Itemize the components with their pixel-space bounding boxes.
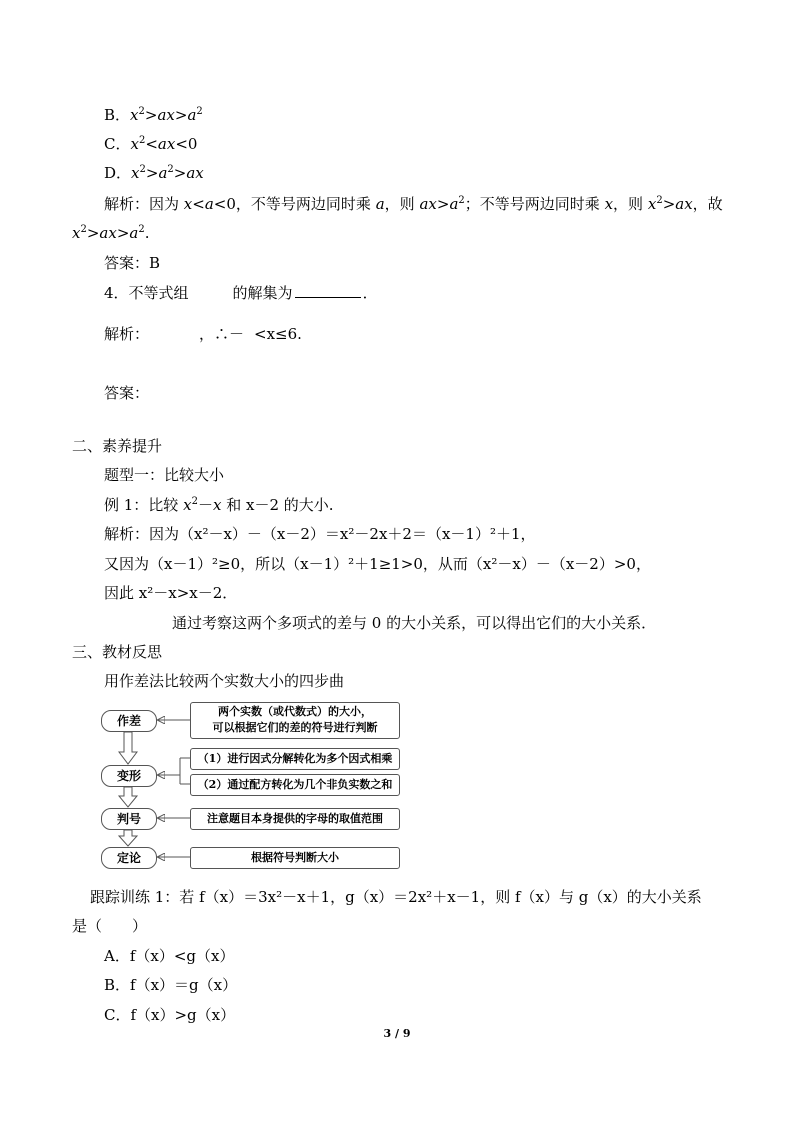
flow-box-2: （1）进行因式分解转化为多个因式相乘 [190,748,400,770]
analysis-1-t2: ，则 [384,195,415,213]
q4-end: ． [362,284,378,302]
practice-choice-a: A．f（x）<g（x） [104,947,235,965]
choice-d: D．$x^2>a^2>ax$ [104,164,204,182]
example-1: 例 1：比较 $x^2-x$ 和 x－2 的大小. [104,496,334,514]
analysis-1-t1: ，不等号两边同时乘 [235,195,371,213]
analysis-1-label: 解析：因为 [104,195,180,213]
example-1-analysis-3: 因此 x²－x>x－2． [104,584,238,602]
type-1-title: 题型一：比较大小 [104,466,225,484]
flow-node-4: 定论 [101,847,157,869]
choice-b-label: B． [104,106,131,124]
section-2-title: 二、素养提升 [72,437,163,455]
section-3-subtitle: 用作差法比较两个实数大小的四步曲 [104,672,345,690]
flow-box-4: 注意题目本身提供的字母的取值范围 [190,808,400,830]
flow-box-1-line-2: 可以根据它们的差的符号进行判断 [212,721,378,734]
q4-prefix: 4．不等式组 [104,284,189,302]
analysis-1-t5: ，故 [692,195,723,213]
choice-c: C．$x^2<ax<0$ [104,135,198,153]
analysis-2-label: 解析： [104,325,150,343]
choice-b: B．$x^2>ax>a^2$ [104,106,203,124]
page-number: 3 / 9 [383,1027,411,1040]
flow-box-5: 根据符号判断大小 [190,847,400,869]
analysis-2-ineq: <x≤6. [254,325,302,343]
practice-line-1: 跟踪训练 1：若 f（x）＝3x²－x＋1，g（x）＝2x²＋x－1，则 f（x）与 g（x）的大小关系 [90,888,702,906]
analysis-2-text: ，∴－ [199,325,245,343]
analysis-1-t4: ，则 [613,195,644,213]
example-1-and: 和 [226,496,242,514]
choice-d-label: D． [104,164,132,182]
analysis-1: 解析：因为 x<a<0，不等号两边同时乘 a，则 $ax>a^2$；不等号两边同时乘 x，则 $x^2>ax$，故 [104,195,723,213]
flow-box-3: （2）通过配方转化为几个非负实数之和 [190,774,400,796]
practice-line-2: 是（ ） [72,917,148,935]
flow-node-1: 作差 [101,710,157,732]
q4-suffix: 的解集为 [232,284,293,302]
flow-box-1-line-1: 两个实数（或代数式）的大小， [218,705,372,718]
answer-2: 答案： [104,384,150,402]
down-arrow-2 [119,787,137,807]
analysis-1-t3: ；不等号两边同时乘 [464,195,600,213]
practice-choice-b: B．f（x）＝g（x） [104,976,238,994]
example-1-note: 通过考察这两个多项式的差与 0 的大小关系，可以得出它们的大小关系． [172,614,657,632]
flow-node-3: 判号 [101,808,157,830]
example-1-analysis-1: 解析：因为（x²－x）－（x－2）＝x²－2x＋2＝（x－1）²＋1， [104,525,536,543]
example-1-end: 的大小. [283,496,334,514]
analysis-1-cont: $x^2>ax>a^2$. [72,224,150,242]
down-arrow-1 [119,732,137,764]
choice-c-label: C． [104,135,131,153]
answer-1: 答案：B [104,254,161,272]
example-1-prefix: 例 1：比较 [104,496,179,514]
example-1-expr2: x－2 [246,496,280,514]
practice-choice-c: C．f（x）>g（x） [104,1006,236,1024]
section-3-title: 三、教材反思 [72,643,163,661]
flow-node-2: 变形 [101,765,157,787]
example-1-analysis-2: 又因为（x－1）²≥0，所以（x－1）²＋1≥1>0，从而（x²－x）－（x－2）>0， [104,555,651,573]
down-arrow-3 [119,830,137,846]
